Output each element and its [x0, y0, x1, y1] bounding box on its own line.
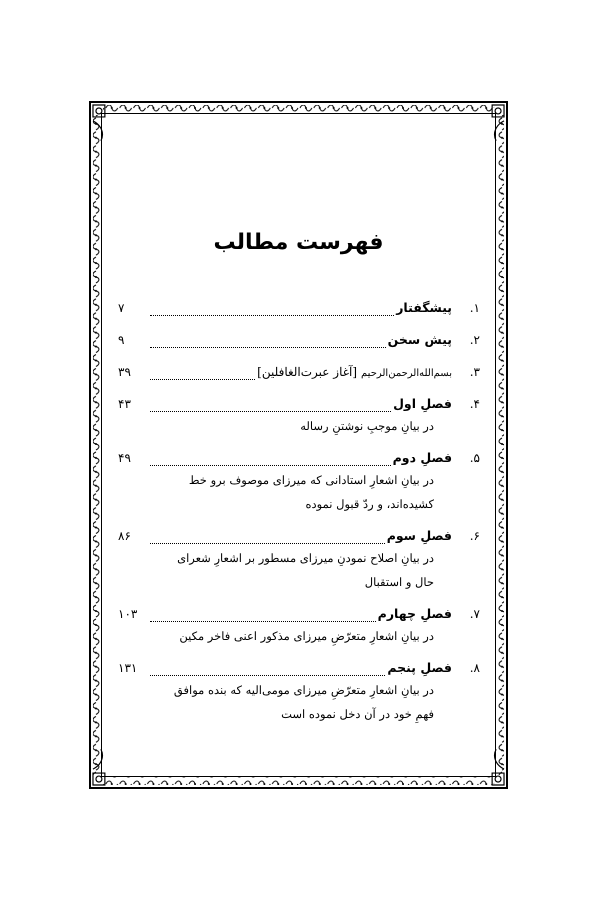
toc-entry-heading[interactable]: فصلِ دوم — [392, 450, 452, 465]
toc-entry-description: در بیانِ موجبِ نوشتنِ رساله — [300, 419, 434, 433]
toc-entry-heading[interactable]: فصلِ چهارم — [377, 606, 452, 621]
toc-entry-heading[interactable]: [آغاز عبرت‌الغافلین] — [257, 365, 358, 379]
toc-entry-heading[interactable]: فصلِ سوم — [386, 528, 452, 543]
toc-page-number[interactable]: ۹ — [118, 333, 125, 347]
toc-page-number[interactable]: ۴۳ — [118, 397, 131, 411]
leader-dots — [150, 329, 386, 348]
toc-entry-number: ۳. — [469, 365, 480, 379]
toc-entry-number: ۱. — [469, 301, 480, 315]
toc-entry-2 — [118, 324, 480, 356]
toc-page-number[interactable]: ۱۳۱ — [118, 661, 138, 675]
toc-entry-number: ۴. — [469, 397, 480, 411]
toc-page-number[interactable]: ۴۹ — [118, 451, 131, 465]
toc-entry-description: در بیانِ اشعارِ متعرّضِ میرزای مذکور اعنی فاخر مکین — [179, 629, 434, 643]
toc-entry-number: ۷. — [469, 607, 480, 621]
basmala-calligraphy: بسم‌الله‌الرحمن‌الرحیم — [361, 368, 452, 379]
toc-entry-description: در بیانِ اشعارِ متعرّضِ میرزای مومی‌الیه که بنده موافق فهمِ خود در آن دخل نموده است — [173, 683, 434, 721]
leader-dots — [150, 447, 391, 466]
toc-page-number[interactable]: ۷ — [118, 301, 125, 315]
table-of-contents — [118, 292, 480, 730]
leader-dots — [150, 297, 394, 316]
leader-dots — [150, 393, 391, 412]
toc-entry-heading[interactable]: پیش سخن — [387, 332, 452, 347]
toc-page-number[interactable]: ۸۶ — [118, 529, 131, 543]
toc-entry-heading[interactable]: پیشگفتار — [396, 300, 452, 315]
toc-entry-description: در بیانِ اشعارِ استادانی که میرزای موصوف برو خط کشیده‌اند، و ردّ قبول نموده — [188, 473, 434, 511]
toc-entry-1 — [118, 292, 480, 324]
toc-entry-number: ۵. — [469, 451, 480, 465]
leader-dots — [150, 361, 255, 380]
toc-entry-8 — [118, 652, 480, 726]
toc-entry-4 — [118, 388, 480, 438]
toc-page-number[interactable]: ۳۹ — [118, 365, 131, 379]
toc-entry-number: ۸. — [469, 661, 480, 675]
page-title: فهرست مطالب — [213, 230, 384, 255]
toc-entry-number: ۶. — [469, 529, 480, 543]
toc-entry-description: در بیانِ اصلاح نمودنِ میرزای مسطور بر اشعارِ شعرای حال و استقبال — [177, 551, 434, 589]
leader-dots — [150, 603, 376, 622]
toc-entry-6 — [118, 520, 480, 594]
leader-dots — [150, 525, 385, 544]
toc-entry-5 — [118, 442, 480, 516]
toc-entry-number: ۲. — [469, 333, 480, 347]
toc-page-number[interactable]: ۱۰۳ — [118, 607, 138, 621]
toc-entry-heading[interactable]: فصلِ اول — [393, 396, 452, 411]
leader-dots — [150, 657, 385, 676]
toc-entry-7 — [118, 598, 480, 648]
toc-entry-heading[interactable]: فصلِ پنجم — [387, 660, 452, 675]
toc-entry-3 — [118, 356, 480, 388]
